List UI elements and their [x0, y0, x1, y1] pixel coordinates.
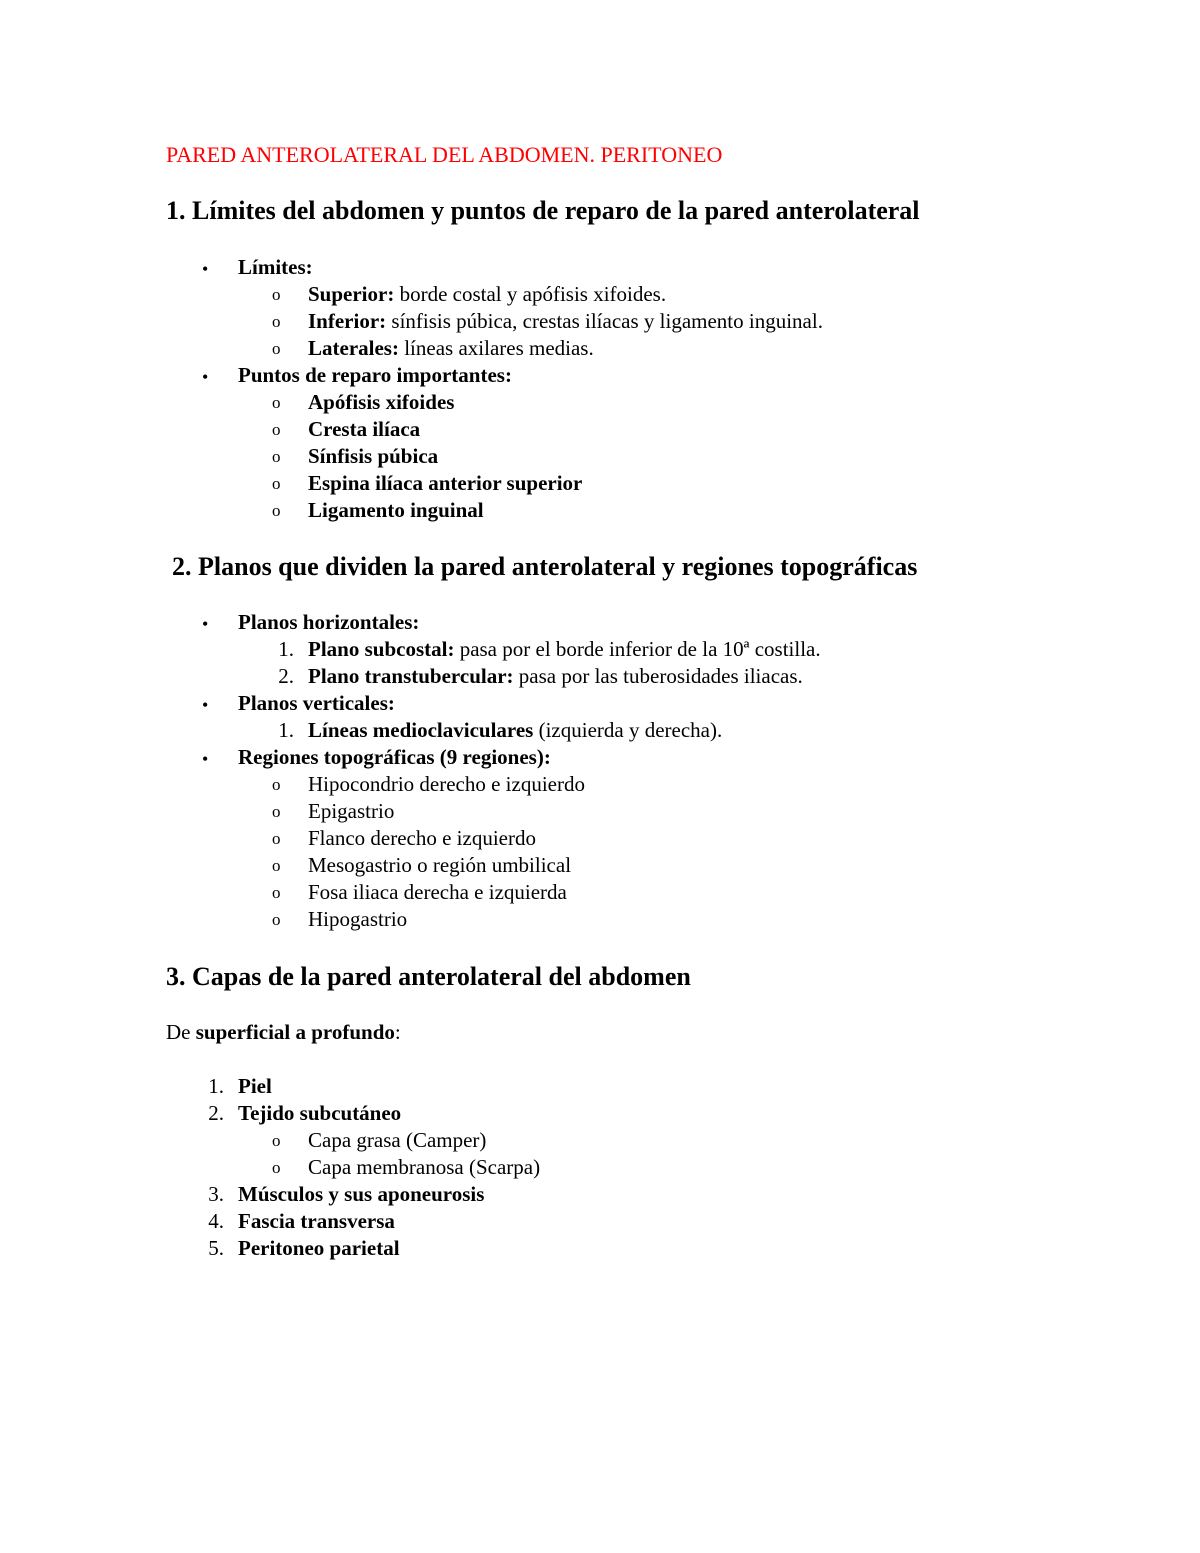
limite-inferior: Inferior: sínfisis púbica, crestas ilíacas y ligamento inguinal. — [308, 309, 823, 333]
sub-bullet: o — [272, 910, 281, 929]
list-number: 1. — [278, 718, 294, 742]
punto-item: Sínfisis púbica — [308, 444, 439, 468]
sub-bullet: o — [272, 856, 281, 875]
sub-bullet: o — [272, 775, 281, 794]
punto-item: Espina ilíaca anterior superior — [308, 471, 583, 495]
list-number: 4. — [208, 1209, 224, 1233]
puntos-label: Puntos de reparo importantes: — [238, 363, 512, 387]
capa-item: Fascia transversa — [238, 1209, 395, 1233]
capa-item: Peritoneo parietal — [238, 1236, 400, 1260]
sub-bullet: o — [272, 312, 281, 331]
sub-bullet: o — [272, 501, 281, 520]
section-2-heading: 2. Planos que dividen la pared anterolateral y regiones topográficas — [172, 552, 918, 581]
punto-item: Ligamento inguinal — [308, 498, 484, 522]
section-3-intro: De superficial a profundo: — [166, 1020, 401, 1044]
region-item: Flanco derecho e izquierdo — [308, 826, 536, 850]
region-item: Hipogastrio — [308, 907, 408, 931]
bullet: • — [202, 367, 209, 387]
region-item: Mesogastrio o región umbilical — [308, 853, 572, 877]
bullet: • — [202, 614, 209, 634]
bullet: • — [202, 259, 209, 279]
regiones-label: Regiones topográficas (9 regiones): — [238, 745, 551, 769]
capa-item: Piel — [238, 1074, 272, 1098]
list-number: 2. — [278, 664, 294, 688]
sub-bullet: o — [272, 883, 281, 902]
punto-item: Cresta ilíaca — [308, 417, 421, 441]
lineas-medioclaviculares: Líneas medioclaviculares (izquierda y derecha). — [308, 718, 723, 742]
limite-superior: Superior: borde costal y apófisis xifoides. — [308, 282, 667, 306]
limites-label: Límites: — [238, 255, 313, 279]
plano-subcostal: Plano subcostal: pasa por el borde inferior de la 10ª costilla. — [308, 637, 821, 661]
sub-bullet: o — [272, 1158, 281, 1177]
sub-bullet: o — [272, 447, 281, 466]
section-1-heading: 1. Límites del abdomen y puntos de reparo de la pared anterolateral — [166, 196, 920, 225]
list-number: 5. — [208, 1236, 224, 1260]
region-item: Hipocondrio derecho e izquierdo — [308, 772, 585, 796]
list-number: 2. — [208, 1101, 224, 1125]
horizontales-label: Planos horizontales: — [238, 610, 420, 634]
subcutaneo-item: Capa membranosa (Scarpa) — [308, 1155, 541, 1179]
document-title: PARED ANTEROLATERAL DEL ABDOMEN. PERITONEO — [166, 142, 723, 167]
plano-transtubercular: Plano transtubercular: pasa por las tuberosidades iliacas. — [308, 664, 803, 688]
region-item: Fosa iliaca derecha e izquierda — [308, 880, 567, 904]
sub-bullet: o — [272, 339, 281, 358]
limite-laterales: Laterales: líneas axilares medias. — [308, 336, 594, 360]
verticales-label: Planos verticales: — [238, 691, 395, 715]
punto-item: Apófisis xifoides — [308, 390, 455, 414]
capa-item: Tejido subcutáneo — [238, 1101, 402, 1125]
section-3-heading: 3. Capas de la pared anterolateral del abdomen — [166, 962, 691, 991]
bullet: • — [202, 695, 209, 715]
sub-bullet: o — [272, 285, 281, 304]
list-number: 3. — [208, 1182, 224, 1206]
sub-bullet: o — [272, 393, 281, 412]
list-number: 1. — [208, 1074, 224, 1098]
list-number: 1. — [278, 637, 294, 661]
sub-bullet: o — [272, 420, 281, 439]
sub-bullet: o — [272, 474, 281, 493]
sub-bullet: o — [272, 1131, 281, 1150]
subcutaneo-item: Capa grasa (Camper) — [308, 1128, 487, 1152]
sub-bullet: o — [272, 829, 281, 848]
region-item: Epigastrio — [308, 799, 395, 823]
bullet: • — [202, 749, 209, 769]
capa-item: Músculos y sus aponeurosis — [238, 1182, 485, 1206]
sub-bullet: o — [272, 802, 281, 821]
